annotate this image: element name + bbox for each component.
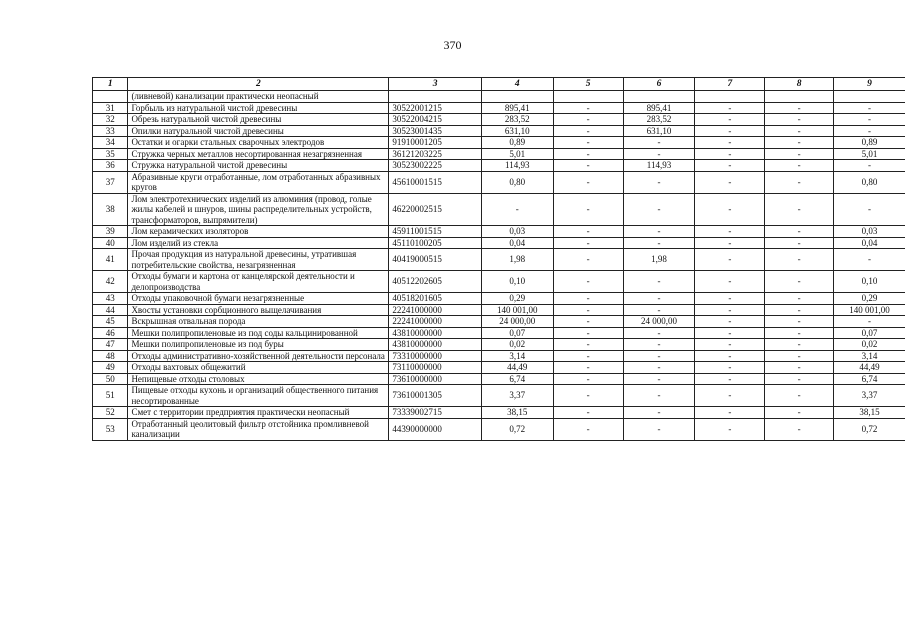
cell-c8: -: [765, 373, 834, 385]
cell-c4: 631,10: [481, 125, 553, 137]
cell-c7: -: [695, 114, 765, 126]
cell-code: 22241000000: [389, 304, 481, 316]
cell-n: 31: [93, 102, 128, 114]
cell-c4: 5,01: [481, 148, 553, 160]
table-row: [93, 373, 905, 385]
cell-code: 46220002515: [389, 193, 481, 226]
cell-c4: 0,29: [481, 293, 553, 305]
cell-name: Отходы упаковочной бумаги незагрязненные: [128, 293, 389, 305]
cell-c7: -: [695, 160, 765, 172]
cell-c5: -: [553, 339, 623, 351]
cell-c6: -: [623, 407, 695, 419]
cell-c9: -: [834, 193, 905, 226]
cell-c4: 3,14: [481, 350, 553, 362]
cell-name: Смет с территории предприятия практически неопасный: [128, 407, 389, 419]
cell-c5: -: [553, 237, 623, 249]
cell-c7: -: [695, 418, 765, 440]
cell-c8: -: [765, 316, 834, 328]
col-header: 3: [389, 78, 481, 91]
cell-c6: -: [623, 385, 695, 407]
table-row: [93, 193, 905, 226]
cell-c7: -: [695, 102, 765, 114]
col-header: 4: [481, 78, 553, 91]
cell-c7: -: [695, 350, 765, 362]
cell-name: Мешки полипропиленовые из под буры: [128, 339, 389, 351]
cell-code: 30522004215: [389, 114, 481, 126]
cell-name: Обрезь натуральной чистой древесины: [128, 114, 389, 126]
table-row: [93, 114, 905, 126]
cell-c8: -: [765, 193, 834, 226]
cell-n: 53: [93, 418, 128, 440]
col-header: 8: [765, 78, 834, 91]
cell-code: 45911001515: [389, 226, 481, 238]
cell-c9: 0,03: [834, 226, 905, 238]
cell-c7: -: [695, 362, 765, 374]
cell-c8: -: [765, 304, 834, 316]
cell-name: Лом электротехнических изделий из алюминия (провод, голые жилы кабелей и шнуров, шины распределительных устройств, трансформаторов, выпрямители): [128, 193, 389, 226]
cell-name: Стружка черных металлов несортированная незагрязненная: [128, 148, 389, 160]
cell-c4: 895,41: [481, 102, 553, 114]
cell-c6: -: [623, 226, 695, 238]
cell-c9: 140 001,00: [834, 304, 905, 316]
cell-c8: -: [765, 293, 834, 305]
table-row: [93, 226, 905, 238]
cell-code: 40518201605: [389, 293, 481, 305]
cell-c5: -: [553, 125, 623, 137]
cell-c6: -: [623, 327, 695, 339]
cell-n: 33: [93, 125, 128, 137]
cell-name: Отходы административно-хозяйственной деятельности персонала: [128, 350, 389, 362]
cell-n: 38: [93, 193, 128, 226]
cell-c7: -: [695, 125, 765, 137]
cell-code: 43810000000: [389, 339, 481, 351]
cell-name: Хвосты установки сорбционного выщелачивания: [128, 304, 389, 316]
cell-c6: 1,98: [623, 249, 695, 271]
cell-c9: -: [834, 102, 905, 114]
cell-c9: -: [834, 114, 905, 126]
table-row: [93, 160, 905, 172]
cell-n: 48: [93, 350, 128, 362]
table-row: [93, 293, 905, 305]
cell-n: 43: [93, 293, 128, 305]
cell-c7: -: [695, 249, 765, 271]
cell-code: 73339002715: [389, 407, 481, 419]
cell-c6: 24 000,00: [623, 316, 695, 328]
cell-c9: 3,14: [834, 350, 905, 362]
cell-c8: -: [765, 249, 834, 271]
cell-c6: -: [623, 271, 695, 293]
cell-c7: -: [695, 373, 765, 385]
cell-c8: -: [765, 350, 834, 362]
cell-c5: -: [553, 293, 623, 305]
cell-code: 43810000000: [389, 327, 481, 339]
cell-c9: 0,07: [834, 327, 905, 339]
cell-code: 73310000000: [389, 350, 481, 362]
cell-c5: -: [553, 304, 623, 316]
cell-c8: -: [765, 137, 834, 149]
cell-c4: 38,15: [481, 407, 553, 419]
table-row: [93, 385, 905, 407]
cell-code: 40419000515: [389, 249, 481, 271]
col-header: 1: [93, 78, 128, 91]
cell-code: 73610001305: [389, 385, 481, 407]
cell-c5: -: [553, 316, 623, 328]
cell-c5: -: [553, 226, 623, 238]
cell-c4: 0,02: [481, 339, 553, 351]
cell-c5: -: [553, 249, 623, 271]
col-header: 7: [695, 78, 765, 91]
cell-c6: -: [623, 350, 695, 362]
cell-c4: 1,98: [481, 249, 553, 271]
cell-c9: -: [834, 316, 905, 328]
cell-n: 35: [93, 148, 128, 160]
col-header: 6: [623, 78, 695, 91]
cell-c5: -: [553, 362, 623, 374]
cell-name: Опилки натуральной чистой древесины: [128, 125, 389, 137]
cell-c6: 283,52: [623, 114, 695, 126]
cell-c5: -: [553, 418, 623, 440]
cell-c7: -: [695, 293, 765, 305]
cell-code: 30523001435: [389, 125, 481, 137]
cell-c8: -: [765, 226, 834, 238]
cell-c5: -: [553, 407, 623, 419]
col-header: 5: [553, 78, 623, 91]
cell-c8: -: [765, 271, 834, 293]
cell-c9: 0,04: [834, 237, 905, 249]
cell-c8: -: [765, 418, 834, 440]
cell-c4: 0,04: [481, 237, 553, 249]
table-row: [93, 304, 905, 316]
cell-c6: -: [623, 137, 695, 149]
cell-n: 36: [93, 160, 128, 172]
cell-c7: -: [695, 407, 765, 419]
cell-c6: 631,10: [623, 125, 695, 137]
cell-c6: -: [623, 148, 695, 160]
cell-c4: 24 000,00: [481, 316, 553, 328]
cell-name: Вскрышная отвальная порода: [128, 316, 389, 328]
cell-c5: -: [553, 193, 623, 226]
cell-c5: -: [553, 327, 623, 339]
cell-c8: -: [765, 125, 834, 137]
cell-name: Отработанный цеолитовый фильтр отстойника промливневой канализации: [128, 418, 389, 440]
cell-c5: -: [553, 137, 623, 149]
cell-c4: 140 001,00: [481, 304, 553, 316]
table-row: [93, 148, 905, 160]
cell-c4: 44,49: [481, 362, 553, 374]
cell-c7: -: [695, 137, 765, 149]
cell-c4: 0,07: [481, 327, 553, 339]
cell-name: Стружка натуральной чистой древесины: [128, 160, 389, 172]
continuation-text: (ливневой) канализации практически неопасный: [128, 91, 389, 103]
cell-code: 73110000000: [389, 362, 481, 374]
cell-c9: 3,37: [834, 385, 905, 407]
cell-c9: 38,15: [834, 407, 905, 419]
cell-n: 52: [93, 407, 128, 419]
cell-n: 50: [93, 373, 128, 385]
cell-c6: -: [623, 193, 695, 226]
cell-name: Абразивные круги отработанные, лом отработанных абразивных кругов: [128, 171, 389, 193]
cell-c4: 3,37: [481, 385, 553, 407]
cell-c5: -: [553, 373, 623, 385]
cell-c5: -: [553, 350, 623, 362]
cell-n: 45: [93, 316, 128, 328]
cell-n: 37: [93, 171, 128, 193]
cell-code: 73610000000: [389, 373, 481, 385]
cell-name: Пищевые отходы кухонь и организаций общественного питания несортированные: [128, 385, 389, 407]
cell-c8: -: [765, 407, 834, 419]
cell-n: 44: [93, 304, 128, 316]
cell-name: Лом изделий из стекла: [128, 237, 389, 249]
cell-c6: -: [623, 362, 695, 374]
cell-c8: -: [765, 171, 834, 193]
cell-c8: -: [765, 327, 834, 339]
cell-n: 34: [93, 137, 128, 149]
cell-c6: -: [623, 418, 695, 440]
cell-c4: 283,52: [481, 114, 553, 126]
cell-c6: -: [623, 171, 695, 193]
table-row: [93, 271, 905, 293]
cell-c9: -: [834, 160, 905, 172]
cell-c7: -: [695, 226, 765, 238]
cell-c7: -: [695, 304, 765, 316]
table-row: [93, 137, 905, 149]
table-row: [93, 350, 905, 362]
table-row: [93, 237, 905, 249]
continuation-row: [93, 91, 905, 103]
table-row: [93, 171, 905, 193]
cell-c9: -: [834, 249, 905, 271]
cell-n: 47: [93, 339, 128, 351]
page-number: 370: [443, 38, 462, 52]
cell-c5: -: [553, 114, 623, 126]
cell-code: 45110100205: [389, 237, 481, 249]
cell-n: 46: [93, 327, 128, 339]
cell-code: 40512202605: [389, 271, 481, 293]
table-row: [93, 102, 905, 114]
cell-name: Прочая продукция из натуральной древесины, утратившая потребительские свойства, незагрязненная: [128, 249, 389, 271]
cell-c6: -: [623, 293, 695, 305]
cell-c4: 0,72: [481, 418, 553, 440]
cell-c9: -: [834, 125, 905, 137]
cell-c9: 5,01: [834, 148, 905, 160]
cell-name: Непищевые отходы столовых: [128, 373, 389, 385]
table-row: [93, 125, 905, 137]
table-row: [93, 249, 905, 271]
cell-c9: 0,29: [834, 293, 905, 305]
cell-code: 45610001515: [389, 171, 481, 193]
cell-c6: 114,93: [623, 160, 695, 172]
waste-table: [92, 77, 905, 441]
cell-c9: 0,72: [834, 418, 905, 440]
cell-c4: 114,93: [481, 160, 553, 172]
cell-code: 44390000000: [389, 418, 481, 440]
cell-code: 22241000000: [389, 316, 481, 328]
cell-c4: -: [481, 193, 553, 226]
cell-c9: 0,10: [834, 271, 905, 293]
cell-c6: -: [623, 304, 695, 316]
cell-c7: -: [695, 193, 765, 226]
cell-c8: -: [765, 102, 834, 114]
header-row: [93, 78, 905, 91]
table-row: [93, 327, 905, 339]
cell-c5: -: [553, 148, 623, 160]
cell-c6: -: [623, 373, 695, 385]
cell-c9: 0,02: [834, 339, 905, 351]
cell-c8: -: [765, 339, 834, 351]
cell-c8: -: [765, 237, 834, 249]
table-row: [93, 316, 905, 328]
cell-n: 32: [93, 114, 128, 126]
cell-code: 30523002225: [389, 160, 481, 172]
cell-c5: -: [553, 171, 623, 193]
col-header: 2: [128, 78, 389, 91]
cell-c7: -: [695, 316, 765, 328]
table-row: [93, 339, 905, 351]
cell-c7: -: [695, 385, 765, 407]
cell-c8: -: [765, 160, 834, 172]
cell-n: 49: [93, 362, 128, 374]
cell-c5: -: [553, 160, 623, 172]
cell-c7: -: [695, 339, 765, 351]
cell-name: Мешки полипропиленовые из под соды кальцинированной: [128, 327, 389, 339]
cell-name: Отходы вахтовых общежитий: [128, 362, 389, 374]
cell-c4: 0,89: [481, 137, 553, 149]
cell-c9: 0,80: [834, 171, 905, 193]
cell-code: 91910001205: [389, 137, 481, 149]
cell-c4: 0,80: [481, 171, 553, 193]
cell-c5: -: [553, 102, 623, 114]
table-row: [93, 362, 905, 374]
table-row: [93, 418, 905, 440]
cell-c8: -: [765, 148, 834, 160]
cell-c7: -: [695, 327, 765, 339]
cell-c6: -: [623, 339, 695, 351]
cell-c7: -: [695, 148, 765, 160]
table-row: [93, 407, 905, 419]
cell-name: Горбыль из натуральной чистой древесины: [128, 102, 389, 114]
cell-n: 40: [93, 237, 128, 249]
cell-c8: -: [765, 362, 834, 374]
cell-c9: 6,74: [834, 373, 905, 385]
cell-c9: 44,49: [834, 362, 905, 374]
cell-c5: -: [553, 271, 623, 293]
cell-n: 41: [93, 249, 128, 271]
cell-c9: 0,89: [834, 137, 905, 149]
cell-c4: 0,03: [481, 226, 553, 238]
cell-name: Остатки и огарки стальных сварочных электродов: [128, 137, 389, 149]
cell-n: 39: [93, 226, 128, 238]
cell-c4: 6,74: [481, 373, 553, 385]
cell-c5: -: [553, 385, 623, 407]
cell-c7: -: [695, 171, 765, 193]
cell-c8: -: [765, 385, 834, 407]
cell-name: Лом керамических изоляторов: [128, 226, 389, 238]
cell-code: 36121203225: [389, 148, 481, 160]
cell-c8: -: [765, 114, 834, 126]
cell-name: Отходы бумаги и картона от канцелярской деятельности и делопроизводства: [128, 271, 389, 293]
cell-n: 42: [93, 271, 128, 293]
cell-c7: -: [695, 271, 765, 293]
cell-code: 30522001215: [389, 102, 481, 114]
cell-c4: 0,10: [481, 271, 553, 293]
cell-c6: 895,41: [623, 102, 695, 114]
cell-n: 51: [93, 385, 128, 407]
col-header: 9: [834, 78, 905, 91]
cell-c6: -: [623, 237, 695, 249]
cell-c7: -: [695, 237, 765, 249]
